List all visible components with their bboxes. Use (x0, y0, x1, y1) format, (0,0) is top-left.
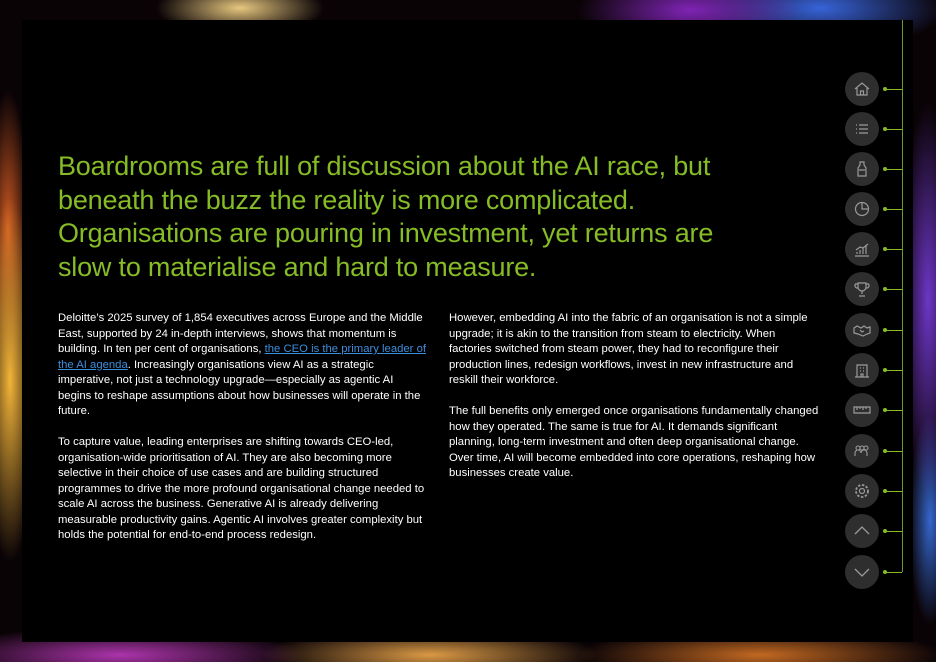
nav-dot (883, 247, 887, 251)
nav-dot (883, 408, 887, 412)
nav-rail-line (902, 20, 903, 572)
chevron-up-icon (852, 521, 872, 541)
nav-dot (883, 489, 887, 493)
nav-dot (883, 449, 887, 453)
nav-tick (886, 89, 902, 90)
gear-icon (852, 481, 872, 501)
nav-tick (886, 289, 902, 290)
nav-tick (886, 451, 902, 452)
nav-tick (886, 410, 902, 411)
nav-dot (883, 207, 887, 211)
handshake-icon (852, 320, 872, 340)
ceo-leader-link[interactable]: the CEO is the primary leader of the AI agenda (58, 343, 426, 371)
nav-section-3-button[interactable] (845, 232, 879, 266)
left-paragraph-1-text-b: . Increasingly organisations view AI as a strategic imperative, not just a technology upgrade—especially as agentic AI begins to reshape assumptions about how businesses will operate in the future. (58, 358, 421, 417)
left-paragraph-1-text-a: Deloitte’s 2025 survey of 1,854 executives across Europe and the Middle East, supported by 24 in-depth interviews, shows that momentum is building. In ten per cent of organisations, (58, 312, 423, 355)
nav-tick (886, 249, 902, 250)
nav-tick (886, 491, 902, 492)
left-column (58, 311, 428, 559)
chevron-down-icon (852, 562, 872, 582)
building-icon (852, 360, 872, 380)
nav-section-1-button[interactable] (845, 152, 879, 186)
home-icon (852, 79, 872, 99)
nav-dot (883, 127, 887, 131)
nav-section-2-button[interactable] (845, 192, 879, 226)
nav-tick (886, 572, 902, 573)
trophy-icon (852, 279, 872, 299)
nav-dot (883, 529, 887, 533)
left-paragraph-2: To capture value, leading enterprises are shifting towards CEO-led, organisation-wide prioritisation of AI. They are also becoming more selective in their choice of use cases and are building structured programmes to drive the more profound organisational change needed to scale AI across the business. Generative AI is already delivering measurable productivity gains. Agentic AI involves greater complexity but holds the potential for end-to-end process redesign. (58, 436, 425, 541)
nav-dot (883, 328, 887, 332)
nav-dot (883, 167, 887, 171)
nav-section-7-button[interactable] (845, 393, 879, 427)
nav-section-8-button[interactable] (845, 434, 879, 468)
nav-section-4-button[interactable] (845, 272, 879, 306)
nav-dot (883, 87, 887, 91)
bottle-icon (852, 159, 872, 179)
left-paragraph-1 (58, 311, 428, 420)
nav-tick (886, 209, 902, 210)
list-icon (852, 119, 872, 139)
scroll-down-button[interactable] (845, 555, 879, 589)
nav-tick (886, 370, 902, 371)
ruler-icon (852, 400, 872, 420)
nav-section-5-button[interactable] (845, 313, 879, 347)
nav-dot (883, 570, 887, 574)
nav-tick (886, 531, 902, 532)
nav-home-button[interactable] (845, 72, 879, 106)
nav-section-9-button[interactable] (845, 474, 879, 508)
right-paragraph-1: However, embedding AI into the fabric of an organisation is not a simple upgrade; it is akin to the transition from steam to electricity. When factories switched from steam power, they had to reconfigure their production lines, redesign workflows, invest in new infrastructure and reskill their workforce. (449, 312, 808, 386)
nav-section-6-button[interactable] (845, 353, 879, 387)
people-icon (852, 441, 872, 461)
bar-chart-icon (852, 239, 872, 259)
nav-dot (883, 368, 887, 372)
page-headline: Boardrooms are full of discussion about the AI race, but beneath the buzz the reality is more complicated. Organisations are pouring in investment, yet returns are slow to materialise and hard to measure. (58, 151, 714, 282)
nav-tick (886, 129, 902, 130)
scroll-up-button[interactable] (845, 514, 879, 548)
right-column (449, 311, 821, 497)
right-paragraph-2: The full benefits only emerged once organisations fundamentally changed how they operated. The same is true for AI. It demands significant planning, long-term investment and often deep organisational change. Over time, AI will become embedded into core operations, reshaping how businesses create value. (449, 405, 819, 479)
nav-dot (883, 287, 887, 291)
pie-chart-icon (852, 199, 872, 219)
nav-tick (886, 330, 902, 331)
nav-contents-button[interactable] (845, 112, 879, 146)
nav-tick (886, 169, 902, 170)
